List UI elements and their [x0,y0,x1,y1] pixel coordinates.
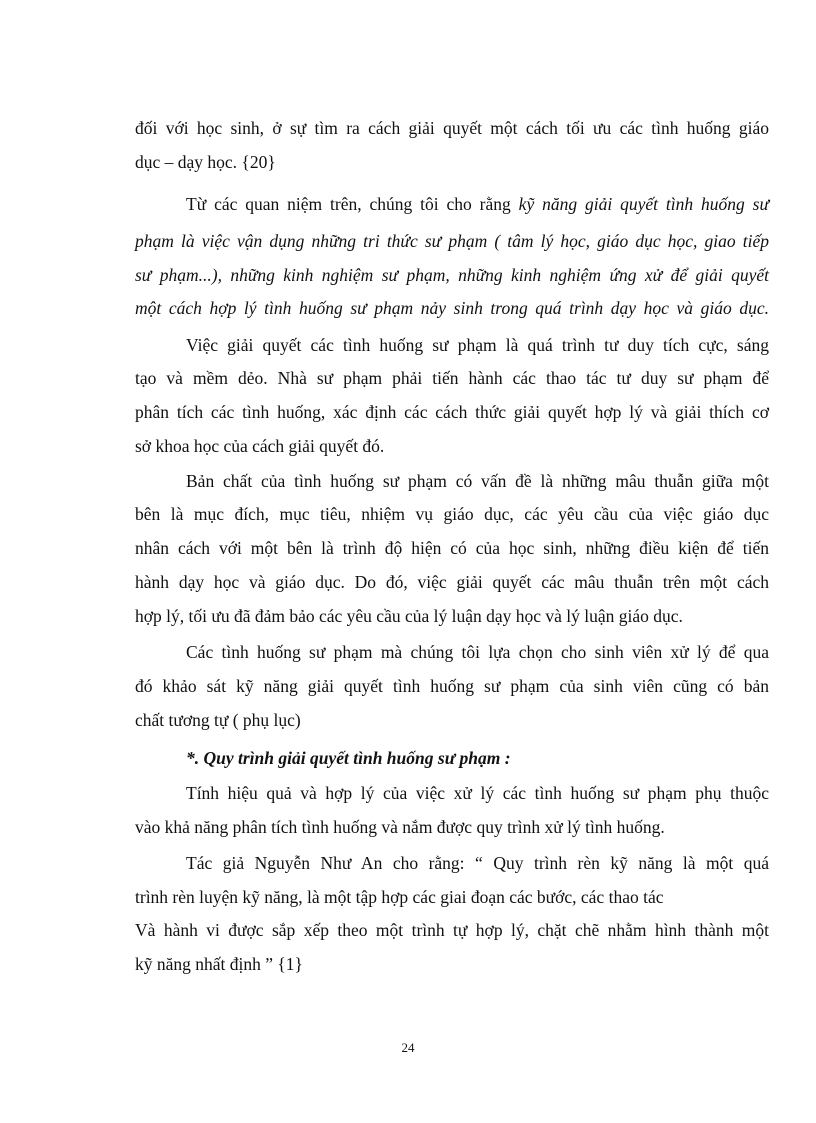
body-text-line: trình rèn luyện kỹ năng, là một tập hợp các giai đoạn các bước, các thao tác [135,887,664,907]
body-text-line: Và hành vi được sắp xếp theo một trình tự hợp lý, chặt chẽ nhằm hình thành một [135,920,769,940]
definition-text-line: sư phạm...), những kinh nghiệm sư phạm, những kinh nghiệm ứng xử để giải quyết [135,265,769,285]
body-text-line [186,193,769,215]
body-text-line: hợp lý, tối ưu đã đảm bảo các yêu cầu của lý luận dạy học và lý luận giáo dục. [135,606,683,626]
body-text-line: Tính hiệu quả và hợp lý của việc xử lý các tình huống sư phạm phụ thuộc [186,783,769,803]
section-heading: *. Quy trình giải quyết tình huống sư phạm : [186,748,511,768]
body-text-line: đó khảo sát kỹ năng giải quyết tình huống sư phạm của sinh viên cũng có bản [135,676,769,696]
body-text-line: nhân cách với một bên là trình độ hiện có của học sinh, những điều kiện để tiến [135,538,769,558]
body-text-line: kỹ năng nhất định ” {1} [135,954,303,974]
body-text-line: tạo và mềm dẻo. Nhà sư phạm phải tiến hành các thao tác tư duy sư phạm để [135,368,769,388]
body-text-line: đối với học sinh, ở sự tìm ra cách giải quyết một cách tối ưu các tình huống giáo [135,118,769,138]
definition-text: kỹ năng giải quyết tình huống sư [518,194,769,214]
body-text-line: Bản chất của tình huống sư phạm có vấn đề là những mâu thuẫn giữa một [186,471,769,491]
body-text-line: phân tích các tình huống, xác định các cách thức giải quyết hợp lý và giải thích cơ [135,402,769,422]
body-text-line: sở khoa học của cách giải quyết đó. [135,436,385,456]
definition-text-line: phạm là việc vận dụng những tri thức sư phạm ( tâm lý học, giáo dục học, giao tiếp [135,231,769,251]
body-text-line: dục – dạy học. {20} [135,152,276,172]
body-text-span: Từ các quan niệm trên, chúng tôi cho rằng [186,194,511,214]
body-text-line: vào khả năng phân tích tình huống và nắm được quy trình xử lý tình huống. [135,817,665,837]
page-number: 24 [401,1040,415,1055]
body-text-line: chất tương tự ( phụ lục) [135,710,301,730]
body-text-line: hành dạy học và giáo dục. Do đó, việc giải quyết các mâu thuẫn trên một cách [135,572,769,592]
body-text-line: bên là mục đích, mục tiêu, nhiệm vụ giáo dục, các yêu cầu của việc giáo dục [135,504,769,524]
body-text-line: Việc giải quyết các tình huống sư phạm là quá trình tư duy tích cực, sáng [186,335,769,355]
body-text-line: Các tình huống sư phạm mà chúng tôi lựa chọn cho sinh viên xử lý để qua [186,642,769,662]
definition-text-line: một cách hợp lý tình huống sư phạm nảy sinh trong quá trình dạy học và giáo dục. [135,298,769,318]
body-text-line: Tác giả Nguyễn Như An cho rằng: “ Quy trình rèn kỹ năng là một quá [186,853,769,873]
